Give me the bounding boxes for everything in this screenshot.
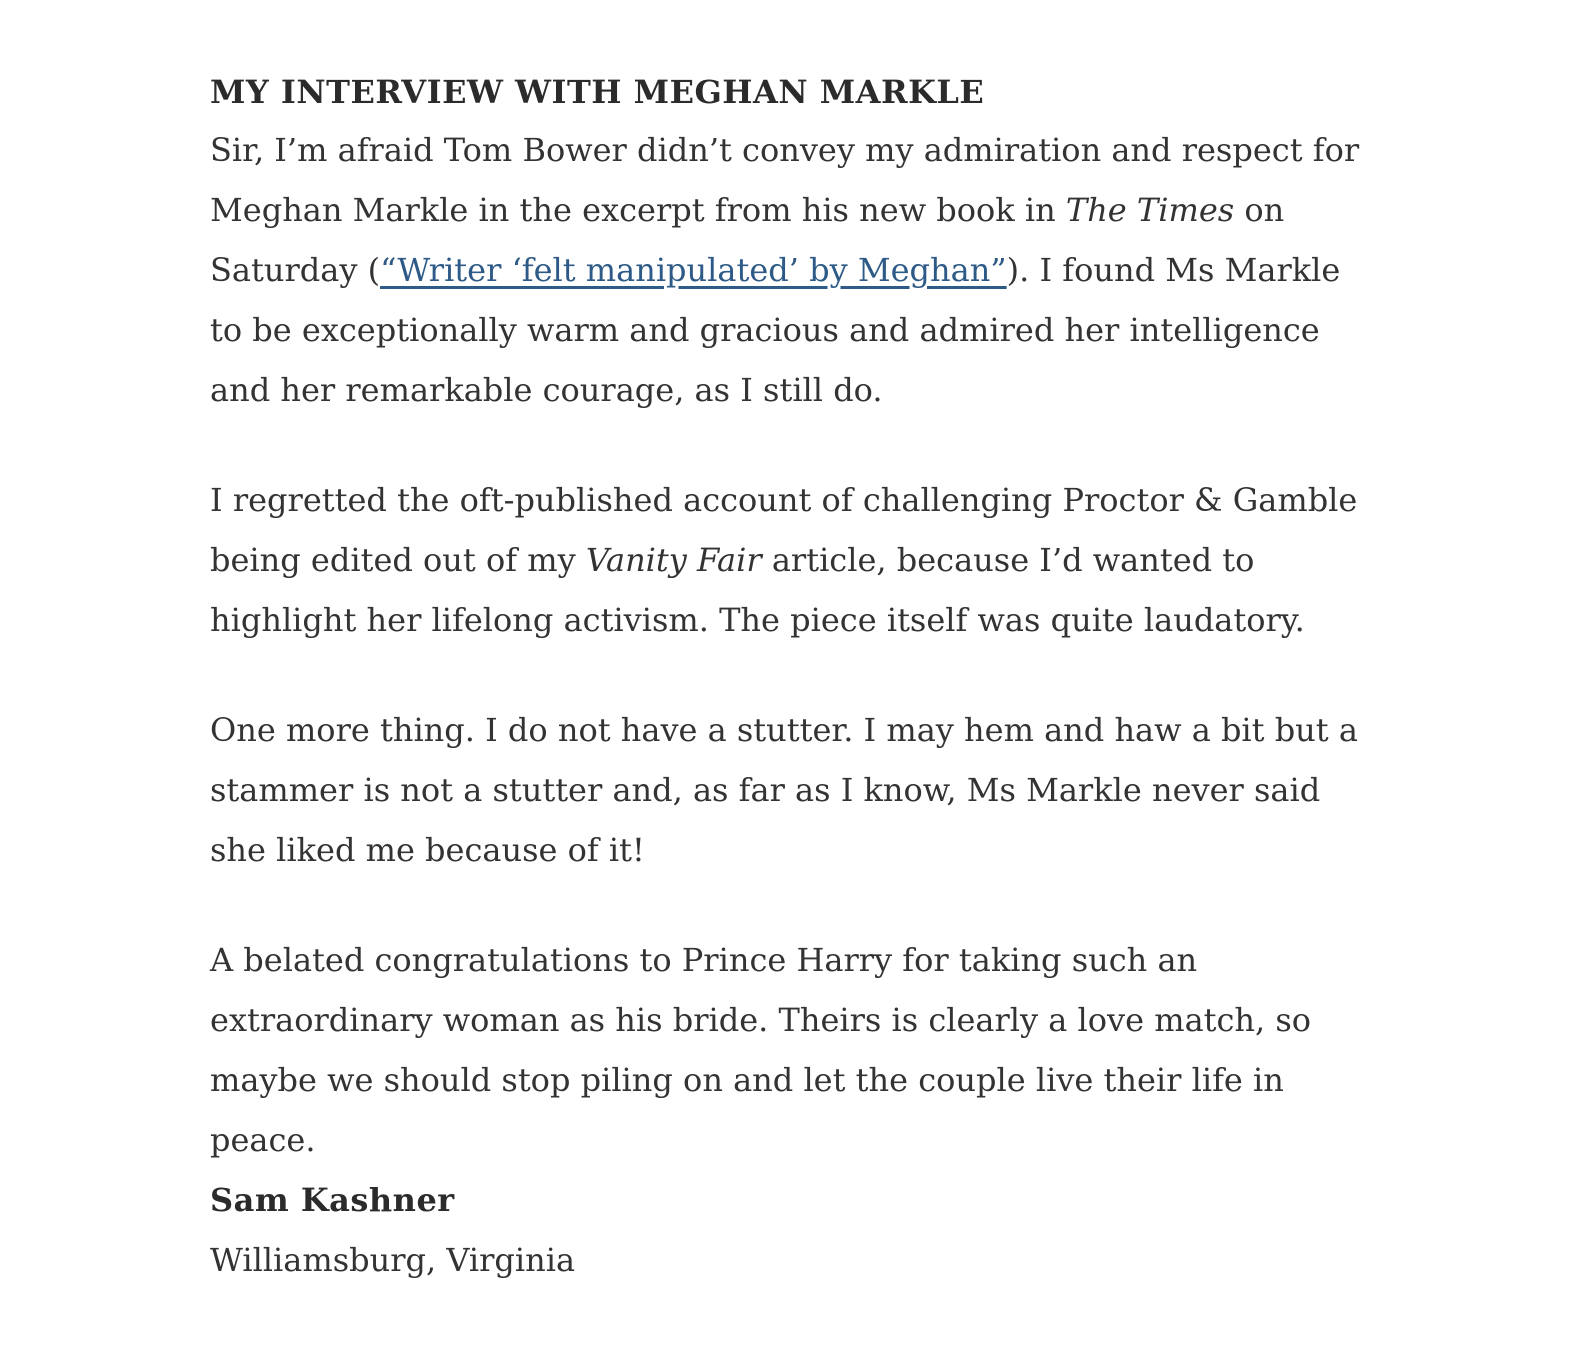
- letter-heading: MY INTERVIEW WITH MEGHAN MARKLE: [210, 73, 985, 111]
- letter-paragraph-3: One more thing. I do not have a stutter. I may hem and haw a bit but a stammer is not a stutter and, as far as I know, Ms Markle never said she liked me because of it!: [210, 711, 1358, 869]
- article-link[interactable]: “Writer ‘felt manipulated’ by Meghan”: [380, 251, 1007, 289]
- publication-title-the-times: The Times: [1065, 191, 1235, 229]
- paragraph-1-text-middle: on Saturday (: [210, 191, 1285, 289]
- paragraph-2-text-start: I regretted the oft-published account of challenging Proctor & Gamble being edited out of my: [210, 481, 1358, 579]
- letter-to-editor: [210, 64, 1370, 1290]
- letter-paragraph-2: [210, 470, 1370, 650]
- letter-paragraph-1: [210, 120, 1370, 420]
- letter-signer-location: Williamsburg, Virginia: [210, 1241, 576, 1279]
- letter-paragraph-4: A belated congratulations to Prince Harry for taking such an extraordinary woman as his bride. Theirs is clearly a love match, so maybe we should stop piling on and let the couple live their life in peace.: [210, 941, 1312, 1159]
- paragraph-1-text-end: ). I found Ms Markle to be exceptionally warm and gracious and admired her intelligence and her remarkable courage, as I still do.: [210, 251, 1341, 409]
- paragraph-2-text-end: article, because I’d wanted to highlight her lifelong activism. The piece itself was quite laudatory.: [210, 541, 1305, 639]
- publication-title-vanity-fair: Vanity Fair: [585, 541, 762, 579]
- paragraph-1-text-start: Sir, I’m afraid Tom Bower didn’t convey my admiration and respect for Meghan Markle in the excerpt from his new book in: [210, 131, 1360, 229]
- letter-signer-name: Sam Kashner: [210, 1181, 455, 1219]
